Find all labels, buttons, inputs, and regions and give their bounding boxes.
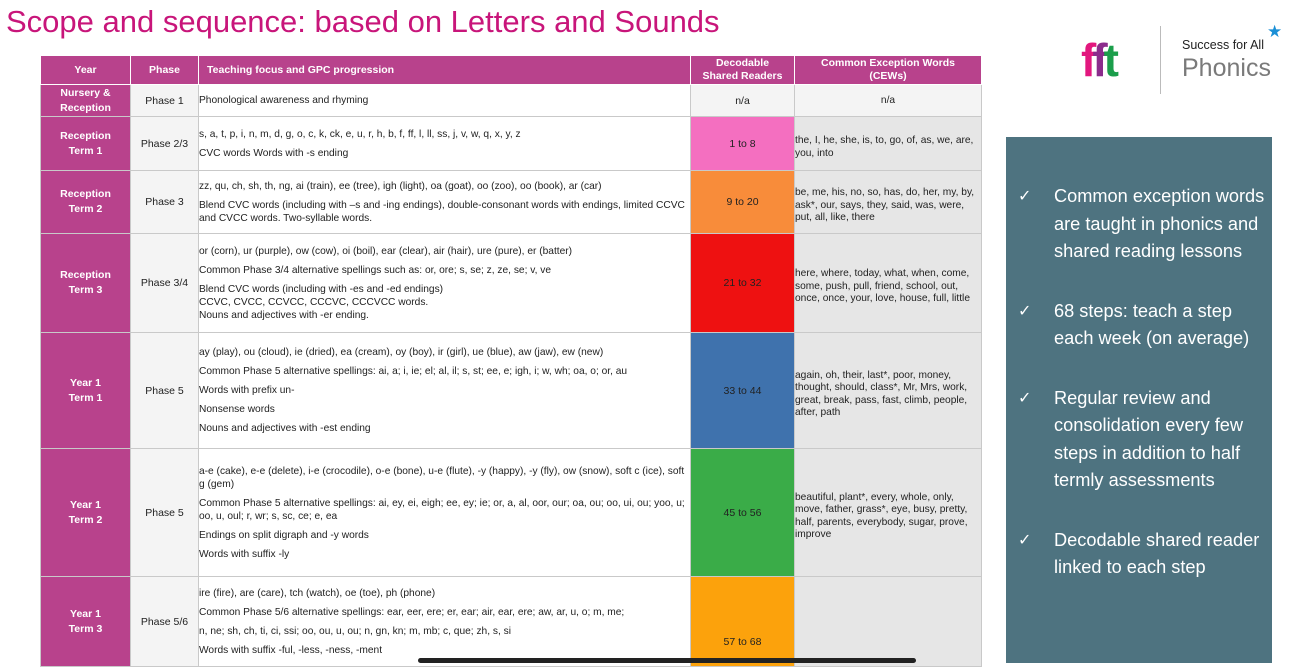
- phase-cell: Phase 1: [131, 85, 199, 117]
- year-cell: [41, 234, 131, 333]
- focus-line: Endings on split digraph and -y words: [199, 529, 369, 541]
- decodable-readers-cell: n/a: [691, 85, 795, 117]
- key-point-text: Regular review and consolidation every few steps in addition to half termly assessments: [1054, 387, 1244, 490]
- teaching-focus-cell: [199, 171, 691, 234]
- table-row: [41, 85, 982, 117]
- header-readers-line2: Shared Readers: [702, 70, 783, 82]
- focus-line: Words with suffix -ful, -less, -ness, -ment: [199, 644, 383, 656]
- year-label-line: Year 1: [70, 607, 101, 620]
- common-exception-words-cell: be, me, his, no, so, has, do, her, my, by, ask*, our, says, they, said, was, were, put, all, like, there: [795, 171, 982, 234]
- common-exception-words-cell: beautiful, plant*, every, whole, only, move, father, grass*, eye, busy, pretty, half, parents, everybody, sugar, prove, improve: [795, 449, 982, 577]
- key-points-panel: [1006, 137, 1272, 663]
- fft-logo-mark: fft: [1081, 34, 1115, 86]
- key-point-item: [1006, 183, 1269, 266]
- header-cew-line1: Common Exception Words: [821, 57, 955, 69]
- focus-line: Words with suffix -ly: [199, 548, 290, 560]
- focus-line: n, ne; sh, ch, ti, ci, ssi; oo, ou, u, ou; n, gn, kn; m, mb; c, que; zh, s, si: [199, 625, 511, 637]
- year-label-line: Term 2: [68, 203, 103, 215]
- decodable-readers-cell: 57 to 68: [691, 577, 795, 667]
- year-cell: [41, 333, 131, 449]
- decodable-readers-cell: 21 to 32: [691, 234, 795, 333]
- header-readers-line1: Decodable: [715, 57, 770, 69]
- page-title: Scope and sequence: based on Letters and Sounds: [6, 4, 720, 39]
- year-label-line: Term 3: [68, 622, 103, 635]
- decodable-readers-cell: 33 to 44: [691, 333, 795, 449]
- focus-line: Phonological awareness and rhyming: [199, 95, 369, 106]
- year-cell: [41, 117, 131, 171]
- table-row: [41, 449, 982, 577]
- checkmark-icon: ✓: [1018, 188, 1032, 205]
- phase-cell: Phase 5/6: [131, 577, 199, 667]
- year-cell: [41, 449, 131, 577]
- focus-line: a-e (cake), e-e (delete), i-e (crocodile), o-e (bone), u-e (flute), -y (happy), -y (fly), ow (snow), soft c (ice), soft g (gem): [199, 465, 685, 490]
- focus-line: Common Phase 3/4 alternative spellings such as: or, ore; s, se; z, ze, se; v, ve: [199, 264, 552, 276]
- year-label-line: Reception: [60, 129, 111, 142]
- focus-line: Common Phase 5/6 alternative spellings: ear, eer, ere; er, ear; air, ear, ere; aw, ar, u, o; m, me;: [199, 606, 625, 618]
- scope-sequence-table: [40, 55, 982, 667]
- checkmark-icon: ✓: [1018, 389, 1032, 407]
- header-year: Year: [41, 56, 131, 85]
- year-label-line: Nursery &: [60, 86, 111, 99]
- header-focus: Teaching focus and GPC progression: [199, 56, 691, 85]
- decodable-readers-cell: 9 to 20: [691, 171, 795, 234]
- star-icon: ★: [1267, 22, 1283, 41]
- phase-cell: Phase 5: [131, 449, 199, 577]
- teaching-focus-cell: [199, 449, 691, 577]
- phase-cell: Phase 3/4: [131, 234, 199, 333]
- key-point-item: [1006, 385, 1269, 495]
- focus-line: Blend CVC words (including with -es and -ed endings) CCVC, CVCC, CCVCC, CCCVC, CCCVCC words. Nouns and adjectives with -er ending.: [199, 283, 444, 321]
- year-label-line: Reception: [60, 188, 111, 200]
- table-row: [41, 171, 982, 234]
- year-cell: [41, 577, 131, 667]
- common-exception-words-cell: the, I, he, she, is, to, go, of, as, we, are, you, into: [795, 117, 982, 171]
- teaching-focus-cell: [199, 333, 691, 449]
- focus-line: Nonsense words: [199, 404, 275, 415]
- phonics-text: Phonics: [1182, 54, 1271, 82]
- focus-line: Nouns and adjectives with -est ending: [199, 423, 371, 434]
- key-point-item: [1006, 298, 1269, 353]
- checkmark-icon: ✓: [1018, 302, 1032, 320]
- logo-divider: [1160, 26, 1161, 94]
- key-points-list: [1006, 183, 1269, 614]
- horizontal-scrollbar[interactable]: [418, 658, 916, 663]
- year-label-line: Reception: [60, 269, 111, 281]
- teaching-focus-cell: [199, 234, 691, 333]
- year-label-line: Year 1: [70, 376, 101, 389]
- header-phase: Phase: [131, 56, 199, 85]
- table-row: [41, 333, 982, 449]
- focus-line: Blend CVC words (including with –s and -ing endings), double-consonant words with endings, limited CCVC and CVCC words. Two-syllable words.: [199, 199, 685, 224]
- phase-cell: Phase 3: [131, 171, 199, 234]
- fft-success-for-all-logo: [1081, 22, 1283, 98]
- year-label-line: Term 3: [68, 284, 103, 296]
- checkmark-icon: ✓: [1018, 531, 1032, 549]
- common-exception-words-cell: [795, 577, 982, 667]
- phase-cell: Phase 2/3: [131, 117, 199, 171]
- decodable-readers-cell: 45 to 56: [691, 449, 795, 577]
- focus-line: s, a, t, p, i, n, m, d, g, o, c, k, ck, e, u, r, h, b, f, ff, l, ll, ss, j, v, w, q, x, y, z: [199, 128, 521, 140]
- focus-line: CVC words Words with -s ending: [199, 147, 349, 159]
- common-exception-words-cell: again, oh, their, last*, poor, money, thought, should, class*, Mr, Mrs, work, great, break, pass, fast, climb, people, after, path: [795, 333, 982, 449]
- phase-cell: Phase 5: [131, 333, 199, 449]
- key-point-text: 68 steps: teach a step each week (on average): [1054, 300, 1250, 348]
- header-readers: [691, 56, 795, 85]
- decodable-readers-cell: 1 to 8: [691, 117, 795, 171]
- header-cew: [795, 56, 982, 85]
- teaching-focus-cell: [199, 117, 691, 171]
- header-cew-line2: (CEWs): [869, 70, 907, 82]
- common-exception-words-cell: n/a: [795, 85, 982, 117]
- key-point-item: [1006, 527, 1269, 582]
- table-row: [41, 577, 982, 667]
- success-for-all-text: Success for All: [1182, 38, 1264, 52]
- year-label-line: Reception: [60, 101, 111, 114]
- common-exception-words-cell: here, where, today, what, when, come, some, push, pull, friend, school, out, once, once, your, love, house, full, little: [795, 234, 982, 333]
- focus-line: or (corn), ur (purple), ow (cow), oi (boil), ear (clear), air (hair), ure (pure), er (batter): [199, 245, 573, 257]
- focus-line: Common Phase 5 alternative spellings: ai, ey, ei, eigh; ee, ey; ie; or, a, al, oor, our; oa, ou; oo, ui, ou; yoo, u; oo, u, oul; r, wr; s, sc, ce; e, ea: [199, 497, 685, 522]
- year-label-line: Term 1: [68, 144, 103, 157]
- year-label-line: Year 1: [70, 498, 101, 511]
- focus-line: Common Phase 5 alternative spellings: ai, a; i, ie; el; al, il; s, st; ee, e; igh, i; w, wh; oa, o; or, au: [199, 366, 628, 377]
- focus-line: zz, qu, ch, sh, th, ng, ai (train), ee (tree), igh (light), oa (goat), oo (zoo), oo (book), ar (car): [199, 180, 602, 192]
- table-header-row: [41, 56, 982, 85]
- teaching-focus-cell: [199, 85, 691, 117]
- key-point-text: Decodable shared reader linked to each step: [1054, 529, 1260, 577]
- year-cell: [41, 171, 131, 234]
- focus-line: ay (play), ou (cloud), ie (dried), ea (cream), oy (boy), ir (girl), ue (blue), aw (jaw), ew (new): [199, 347, 604, 358]
- table-row: [41, 117, 982, 171]
- year-cell: [41, 85, 131, 117]
- year-label-line: Term 2: [68, 513, 103, 526]
- key-point-text: Common exception words are taught in phonics and shared reading lessons: [1054, 186, 1265, 261]
- focus-line: ire (fire), are (care), tch (watch), oe (toe), ph (phone): [199, 587, 436, 599]
- focus-line: Words with prefix un-: [199, 385, 295, 396]
- year-label-line: Term 1: [68, 391, 103, 404]
- table-row: [41, 234, 982, 333]
- teaching-focus-cell: [199, 577, 691, 667]
